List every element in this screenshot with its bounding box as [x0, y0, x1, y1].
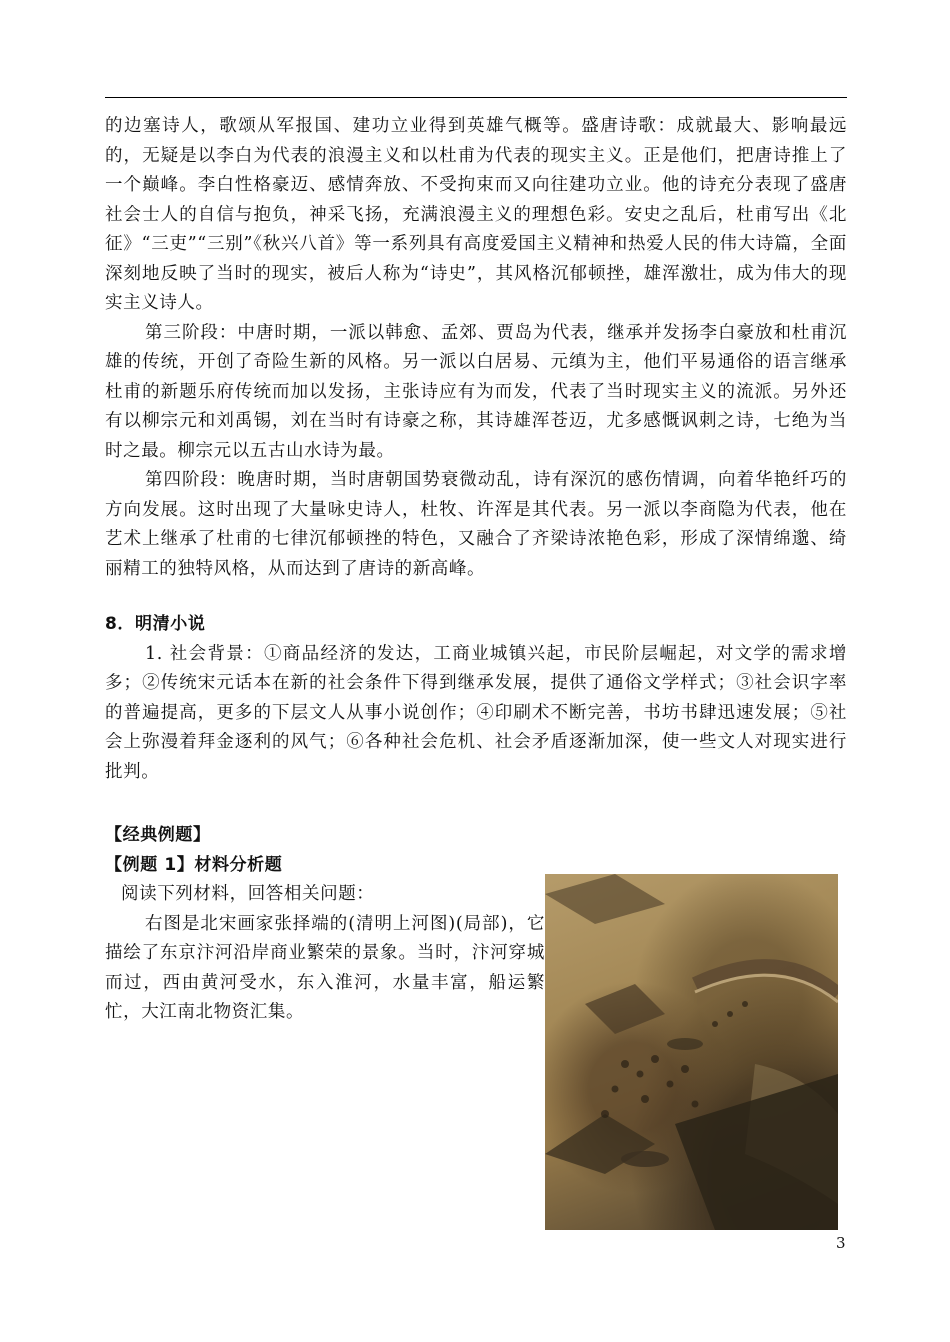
example-1-title: 【例题 1】材料分析题	[105, 854, 283, 875]
qingming-painting-image	[545, 874, 838, 1230]
page-number: 3	[836, 1234, 846, 1252]
paragraph-tang-poetry-stage2: 的边塞诗人，歌颂从军报国、建功立业得到英雄气概等。盛唐诗歌：成就最大、影响最远的，无疑是以李白为代表的浪漫主义和以杜甫为代表的现实主义。正是他们，把唐诗推上了一个巅峰。李白性格豪迈、感情奔放、不受拘束而又向往建功立业。他的诗充分表现了盛唐社会士人的自信与抱负，神采飞扬，充满浪漫主义的理想色彩。安史之乱后，杜甫写出《北征》“三吏”“三别”《秋兴八首》等一系列具有高度爱国主义精神和热爱人民的伟大诗篇，全面深刻地反映了当时的现实，被后人称为“诗史”，其风格沉郁顿挫，雄浑激壮，成为伟大的现实主义诗人。	[105, 116, 847, 313]
classic-examples-heading: 【经典例题】	[105, 825, 211, 845]
example-instruction: 阅读下列材料，回答相关问题：	[121, 884, 375, 904]
example-1-block	[105, 880, 847, 1028]
document-body	[105, 112, 847, 1028]
paragraph-social-background: 1. 社会背景：①商品经济的发达，工商业城镇兴起，市民阶层崛起，对文学的需求增多；②传统宋元话本在新的社会条件下得到继承发展，提供了通俗文学样式；③社会识字率的普遍提高，更多的下层文人从事小说创作；④印刷术不断完善，书坊书肆迅速发展；⑤社会上弥漫着拜金逐利的风气；⑥各种社会危机、社会矛盾逐渐加深，使一些文人对现实进行批判。	[105, 643, 847, 782]
example-material: 右图是北宋画家张择端的(清明上河图)(局部)，它描绘了东京汴河沿岸商业繁荣的景象。当时，汴河穿城而过，西由黄河受水，东入淮河，水量丰富，船运繁忙，大江南北物资汇集。	[105, 913, 545, 1022]
header-rule	[105, 97, 847, 98]
paragraph-tang-poetry-stage3: 第三阶段：中唐时期，一派以韩愈、孟郊、贾岛为代表，继承并发扬李白豪放和杜甫沉雄的传统，开创了奇险生新的风格。另一派以白居易、元缜为主，他们平易通俗的语言继承杜甫的新题乐府传统而加以发扬，主张诗应有为而发，代表了当时现实主义的流派。另外还有以柳宗元和刘禹锡，刘在当时有诗豪之称，其诗雄浑苍迈，尤多感慨讽刺之诗，七绝为当时之最。柳宗元以五古山水诗为最。	[105, 322, 847, 461]
paragraph-tang-poetry-stage4: 第四阶段：晚唐时期，当时唐朝国势衰微动乱，诗有深沉的感伤情调，向着华艳纤巧的方向发展。这时出现了大量咏史诗人，杜牧、许浑是其代表。另一派以李商隐为代表，他在艺术上继承了杜甫的七律沉郁顿挫的特色，又融合了齐梁诗浓艳色彩，形成了深情绵邈、绮丽精工的独特风格，从而达到了唐诗的新高峰。	[105, 470, 847, 579]
section-heading-ming-qing-novels: 8．明清小说	[105, 614, 206, 634]
